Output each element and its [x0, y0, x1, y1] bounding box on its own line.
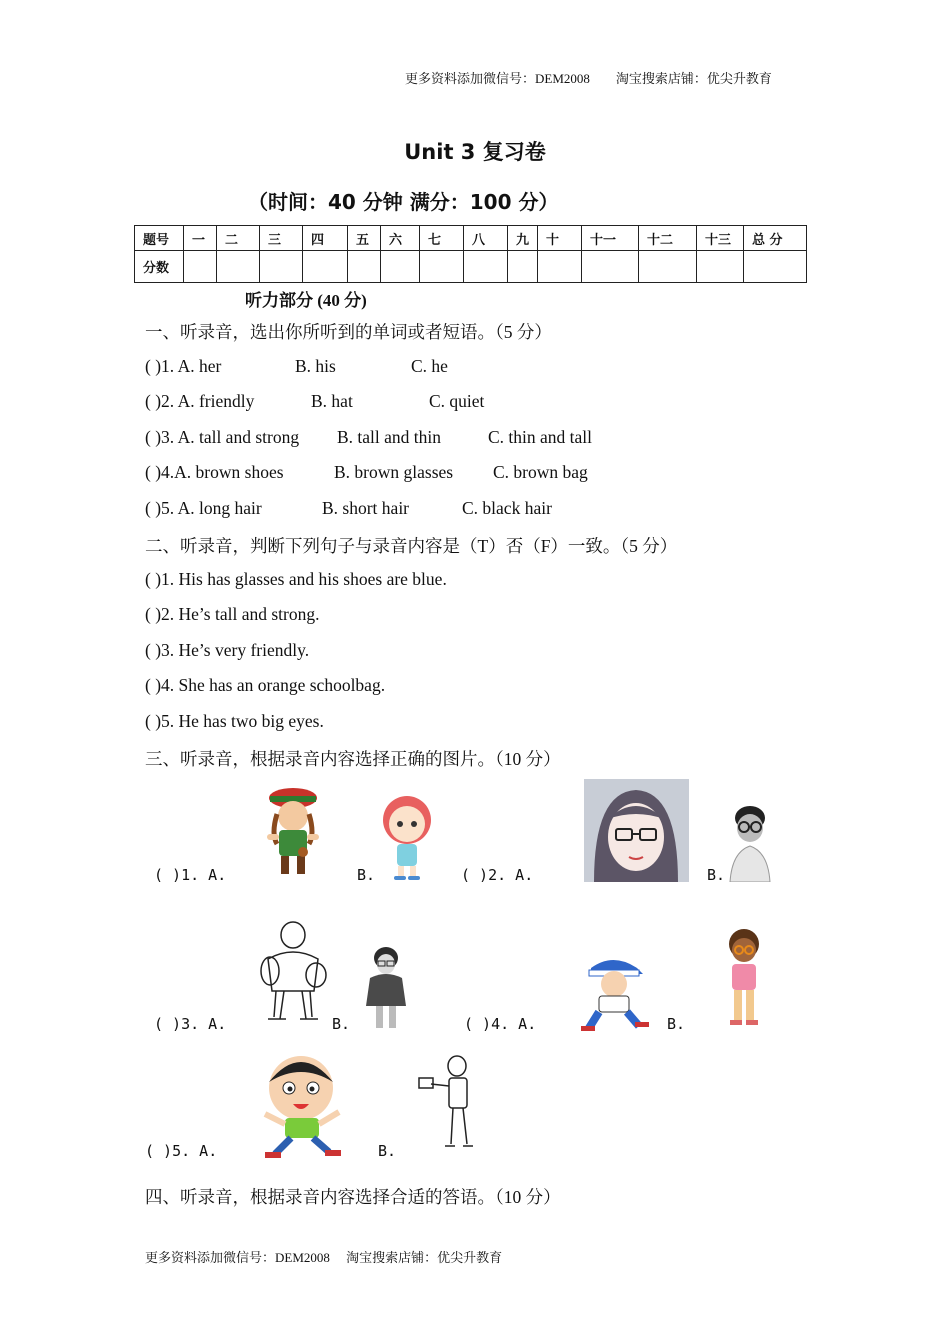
boy-cap-running-picture [577, 952, 652, 1032]
option-c: C. brown bag [493, 462, 588, 482]
score-cell: 十二 [639, 226, 697, 251]
score-table-header-row [135, 226, 807, 251]
option-b: B. hat [311, 391, 353, 411]
score-cell: 十一 [582, 226, 639, 251]
score-cell: 三 [260, 226, 303, 251]
option-a: ( )2. A. friendly [145, 391, 255, 411]
statement-row: ( )2. He’s tall and strong. [145, 604, 320, 624]
picture-question-label: ( )1. A. [154, 866, 227, 884]
page-subtitle: （时间：40 分钟 满分：100 分） [248, 190, 559, 214]
score-blank[interactable] [184, 251, 217, 283]
score-blank[interactable] [260, 251, 303, 283]
option-b-label: B. [332, 1015, 351, 1033]
picture-question-label: ( )2. A. [461, 866, 534, 884]
score-table [134, 225, 807, 283]
picture-question-label: ( )5. A. [145, 1142, 218, 1160]
section2-heading: 二、听录音，判断下列句子与录音内容是（T）否（F）一致。（5 分） [145, 536, 678, 556]
score-table-score-row [135, 251, 807, 283]
score-cell: 总 分 [744, 226, 807, 251]
score-cell: 五 [348, 226, 381, 251]
score-cell: 十三 [697, 226, 744, 251]
score-cell: 九 [508, 226, 538, 251]
section3-heading: 三、听录音，根据录音内容选择正确的图片。（10 分） [145, 749, 561, 769]
woman-glasses-picture [584, 779, 689, 882]
score-blank[interactable] [639, 251, 697, 283]
score-blank[interactable] [582, 251, 639, 283]
score-cell: 八 [464, 226, 508, 251]
option-b-label: B. [667, 1015, 686, 1033]
boy-glasses-pink-shirt-picture [718, 926, 770, 1030]
score-cell: 四 [303, 226, 348, 251]
option-b: B. short hair [322, 498, 410, 518]
picture-question-label: ( )4. A. [464, 1015, 537, 1033]
statement-row: ( )4. She has an orange schoolbag. [145, 675, 386, 695]
page-footer: 更多资料添加微信号：DEM2008 淘宝搜索店铺：优尖升教育 [145, 1250, 503, 1265]
option-b: B. brown glasses [334, 462, 454, 482]
strong-man-sketch-picture [258, 919, 328, 1032]
score-blank[interactable] [420, 251, 464, 283]
option-c: C. black hair [462, 498, 552, 518]
score-cell: 题号 [135, 226, 184, 251]
girl-pink-hair-picture [376, 794, 438, 882]
option-b-label: B. [707, 866, 726, 884]
picture-question-label: ( )3. A. [154, 1015, 227, 1033]
listening-part-label: 听力部分 (40 分) [245, 291, 367, 310]
man-camera-sketch-picture [415, 1052, 480, 1150]
option-a: ( )5. A. long hair [145, 498, 262, 518]
score-blank[interactable] [538, 251, 582, 283]
statement-row: ( )3. He’s very friendly. [145, 640, 310, 660]
score-blank[interactable] [744, 251, 807, 283]
page-header: 更多资料添加微信号：DEM2008 淘宝搜索店铺：优尖升教育 [405, 71, 772, 86]
statement-row: ( )5. He has two big eyes. [145, 711, 324, 731]
score-blank[interactable] [348, 251, 381, 283]
option-b: B. tall and thin [337, 427, 442, 447]
score-cell: 七 [420, 226, 464, 251]
page-title: Unit 3 复习卷 [404, 140, 546, 164]
score-cell: 六 [381, 226, 420, 251]
score-blank[interactable] [508, 251, 538, 283]
option-b: B. his [295, 356, 336, 376]
score-blank[interactable] [697, 251, 744, 283]
option-b-label: B. [378, 1142, 397, 1160]
option-c: C. quiet [429, 391, 485, 411]
option-c: C. thin and tall [488, 427, 593, 447]
section4-heading: 四、听录音，根据录音内容选择合适的答语。（10 分） [145, 1187, 561, 1207]
boy-glasses-grey-picture [726, 800, 774, 882]
woman-glasses-grey-picture [360, 944, 416, 1032]
option-a: ( )4.A. brown shoes [145, 462, 284, 482]
score-cell: 十 [538, 226, 582, 251]
girl-cap-picture [255, 784, 330, 882]
option-a: ( )1. A. her [145, 356, 222, 376]
section1-heading: 一、听录音，选出你所听到的单词或者短语。（5 分） [145, 322, 552, 342]
score-blank[interactable] [381, 251, 420, 283]
score-blank[interactable] [217, 251, 260, 283]
option-a: ( )3. A. tall and strong [145, 427, 300, 447]
option-c: C. he [411, 356, 448, 376]
big-head-son-picture [255, 1052, 350, 1160]
score-blank[interactable] [464, 251, 508, 283]
score-cell: 二 [217, 226, 260, 251]
score-cell: 一 [184, 226, 217, 251]
score-blank[interactable] [303, 251, 348, 283]
option-b-label: B. [357, 866, 376, 884]
score-cell: 分数 [135, 251, 184, 283]
statement-row: ( )1. His has glasses and his shoes are blue. [145, 569, 447, 589]
